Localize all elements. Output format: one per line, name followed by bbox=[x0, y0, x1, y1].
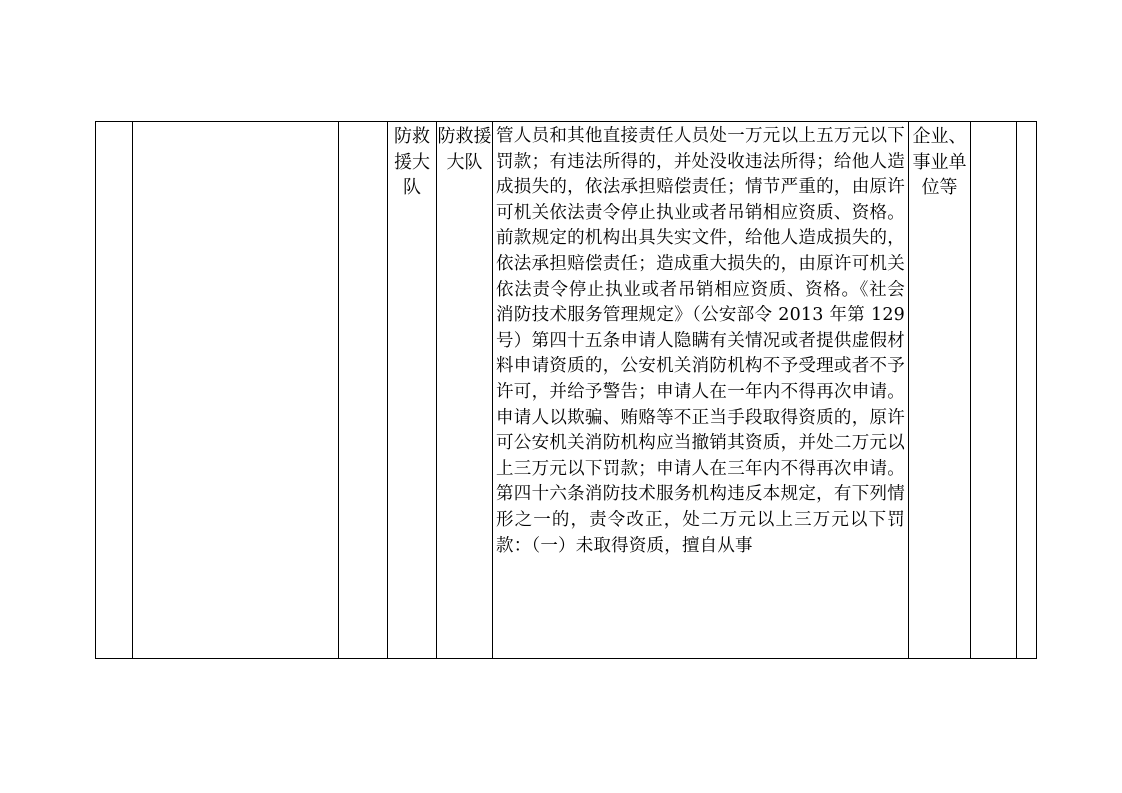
table-cell-target: 企业、事业单位等 bbox=[909, 122, 971, 659]
table-cell-blank-2 bbox=[1017, 122, 1037, 659]
enforcement-table bbox=[95, 121, 1037, 659]
table-cell-index bbox=[96, 122, 133, 659]
table-cell-blank-1 bbox=[971, 122, 1017, 659]
table-cell-executing-unit: 防救援大队 bbox=[388, 122, 437, 659]
table-cell-responsible-unit: 防救援大队 bbox=[437, 122, 493, 659]
table-cell-category bbox=[339, 122, 388, 659]
table-cell-legal-basis: 管人员和其他直接责任人员处一万元以上五万元以下罚款；有违法所得的，并处没收违法所得；给他人造成损失的，依法承担赔偿责任；情节严重的，由原许可机关依法责令停止执业或者吊销相应资质、资格。前款规定的机构出具失实文件，给他人造成损失的，依法承担赔偿责任；造成重大损失的，由原许可机关依法责令停止执业或者吊销相应资质、资格。《社会消防技术服务管理规定》（公安部令 2013 年第 129 号）第四十五条申请人隐瞒有关情况或者提供虚假材料申请资质的，公安机关消防机构不予受理或者不予许可，并给予警告；申请人在一年内不得再次申请。申请人以欺骗、贿赂等不正当手段取得资质的，原许可公安机关消防机构应当撤销其资质，并处二万元以上三万元以下罚款；申请人在三年内不得再次申请。第四十六条消防技术服务机构违反本规定，有下列情形之一的，责令改正，处二万元以上三万元以下罚款：（一）未取得资质，擅自从事 bbox=[493, 122, 909, 659]
table-row bbox=[96, 122, 1037, 659]
table-cell-item bbox=[133, 122, 339, 659]
